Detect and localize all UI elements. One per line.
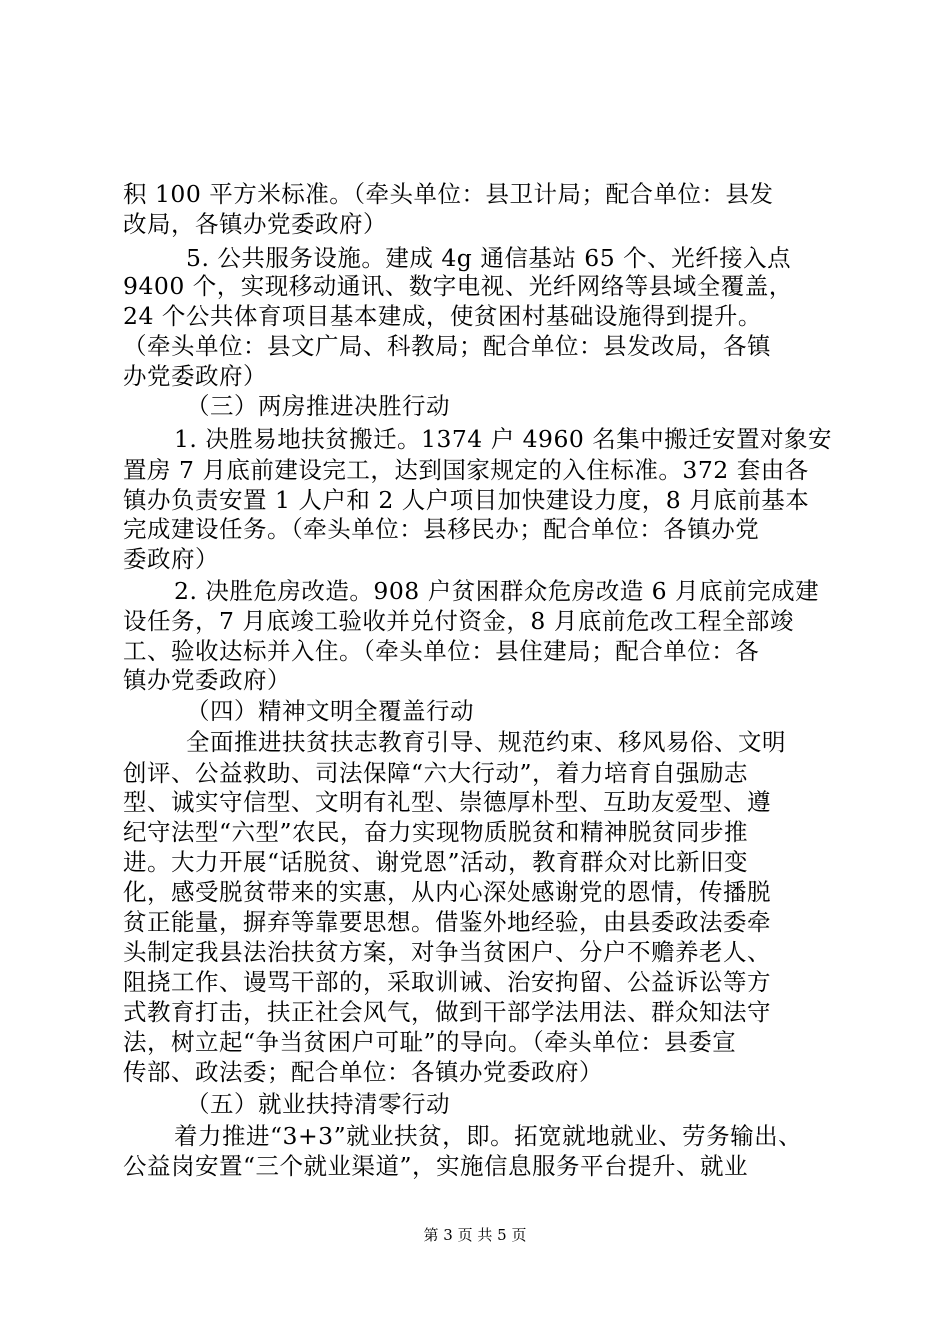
- text-line: 设任务，7 月底竣工验收并兑付资金，8 月底前危改工程全部竣: [123, 607, 794, 635]
- text-line: 5. 公共服务设施。建成 4g 通信基站 65 个、光纤接入点: [186, 244, 792, 272]
- section-heading: （三）两房推进决胜行动: [186, 392, 450, 420]
- text-line: 9400 个，实现移动通讯、数字电视、光纤网络等县域全覆盖，: [123, 272, 793, 300]
- text-line: 全面推进扶贫扶志教育引导、规范约束、移风易俗、文明: [186, 728, 786, 756]
- text-line: 公益岗安置“三个就业渠道”，实施信息服务平台提升、就业: [123, 1152, 749, 1180]
- text-line: 贫正能量，摒弃等靠要思想。借鉴外地经验，由县委政法委牵: [123, 908, 771, 936]
- page-number-footer: 第 3 页 共 5 页: [423, 1226, 527, 1244]
- text-line: 头制定我县法治扶贫方案，对争当贫困户、分户不赡养老人、: [123, 938, 771, 966]
- text-line: （牵头单位：县文广局、科教局；配合单位：县发改局，各镇: [123, 332, 771, 360]
- text-line: 镇办党委政府）: [123, 666, 291, 694]
- text-line: 型、诚实守信型、文明有礼型、崇德厚朴型、互助友爱型、遵: [123, 788, 771, 816]
- text-line: 传部、政法委；配合单位：各镇办党委政府）: [123, 1058, 603, 1086]
- text-line: 阻挠工作、谩骂干部的，采取训诫、治安拘留、公益诉讼等方: [123, 968, 771, 996]
- text-line: 完成建设任务。（牵头单位：县移民办；配合单位：各镇办党: [123, 515, 760, 543]
- text-line: 纪守法型“六型”农民，奋力实现物质脱贫和精神脱贫同步推: [123, 818, 749, 846]
- text-line: 置房 7 月底前建设完工，达到国家规定的入住标准。372 套由各: [123, 456, 809, 484]
- text-line: 委政府）: [123, 545, 219, 573]
- text-line: 24 个公共体育项目基本建成，使贫困村基础设施得到提升。: [123, 302, 762, 330]
- text-line: 工、验收达标并入住。（牵头单位：县住建局；配合单位：各: [123, 637, 760, 665]
- text-line: 法，树立起“争当贫困户可耻”的导向。（牵头单位：县委宣: [123, 1028, 737, 1056]
- text-line: 着力推进“3+3”就业扶贫，即。拓宽就地就业、劳务输出、: [174, 1122, 803, 1150]
- text-line: 进。大力开展“话脱贫、谢党恩”活动，教育群众对比新旧变: [123, 848, 749, 876]
- text-line: 办党委政府）: [123, 362, 267, 390]
- text-line: 改局，各镇办党委政府）: [123, 210, 387, 238]
- text-line: 积 100 平方米标准。（牵头单位：县卫计局；配合单位：县发: [123, 180, 774, 208]
- section-heading: （四）精神文明全覆盖行动: [186, 697, 474, 725]
- text-line: 镇办负责安置 1 人户和 2 人户项目加快建设力度，8 月底前基本: [123, 486, 810, 514]
- text-line: 2. 决胜危房改造。908 户贫困群众危房改造 6 月底前完成建: [174, 577, 820, 605]
- text-line: 1. 决胜易地扶贫搬迁。1374 户 4960 名集中搬迁安置对象安: [174, 425, 832, 453]
- text-line: 化，感受脱贫带来的实惠，从内心深处感谢党的恩情，传播脱: [123, 878, 771, 906]
- text-line: 创评、公益救助、司法保障“六大行动”，着力培育自强励志: [123, 759, 749, 787]
- section-heading: （五）就业扶持清零行动: [186, 1090, 450, 1118]
- text-line: 式教育打击，扶正社会风气，做到干部学法用法、群众知法守: [123, 998, 771, 1026]
